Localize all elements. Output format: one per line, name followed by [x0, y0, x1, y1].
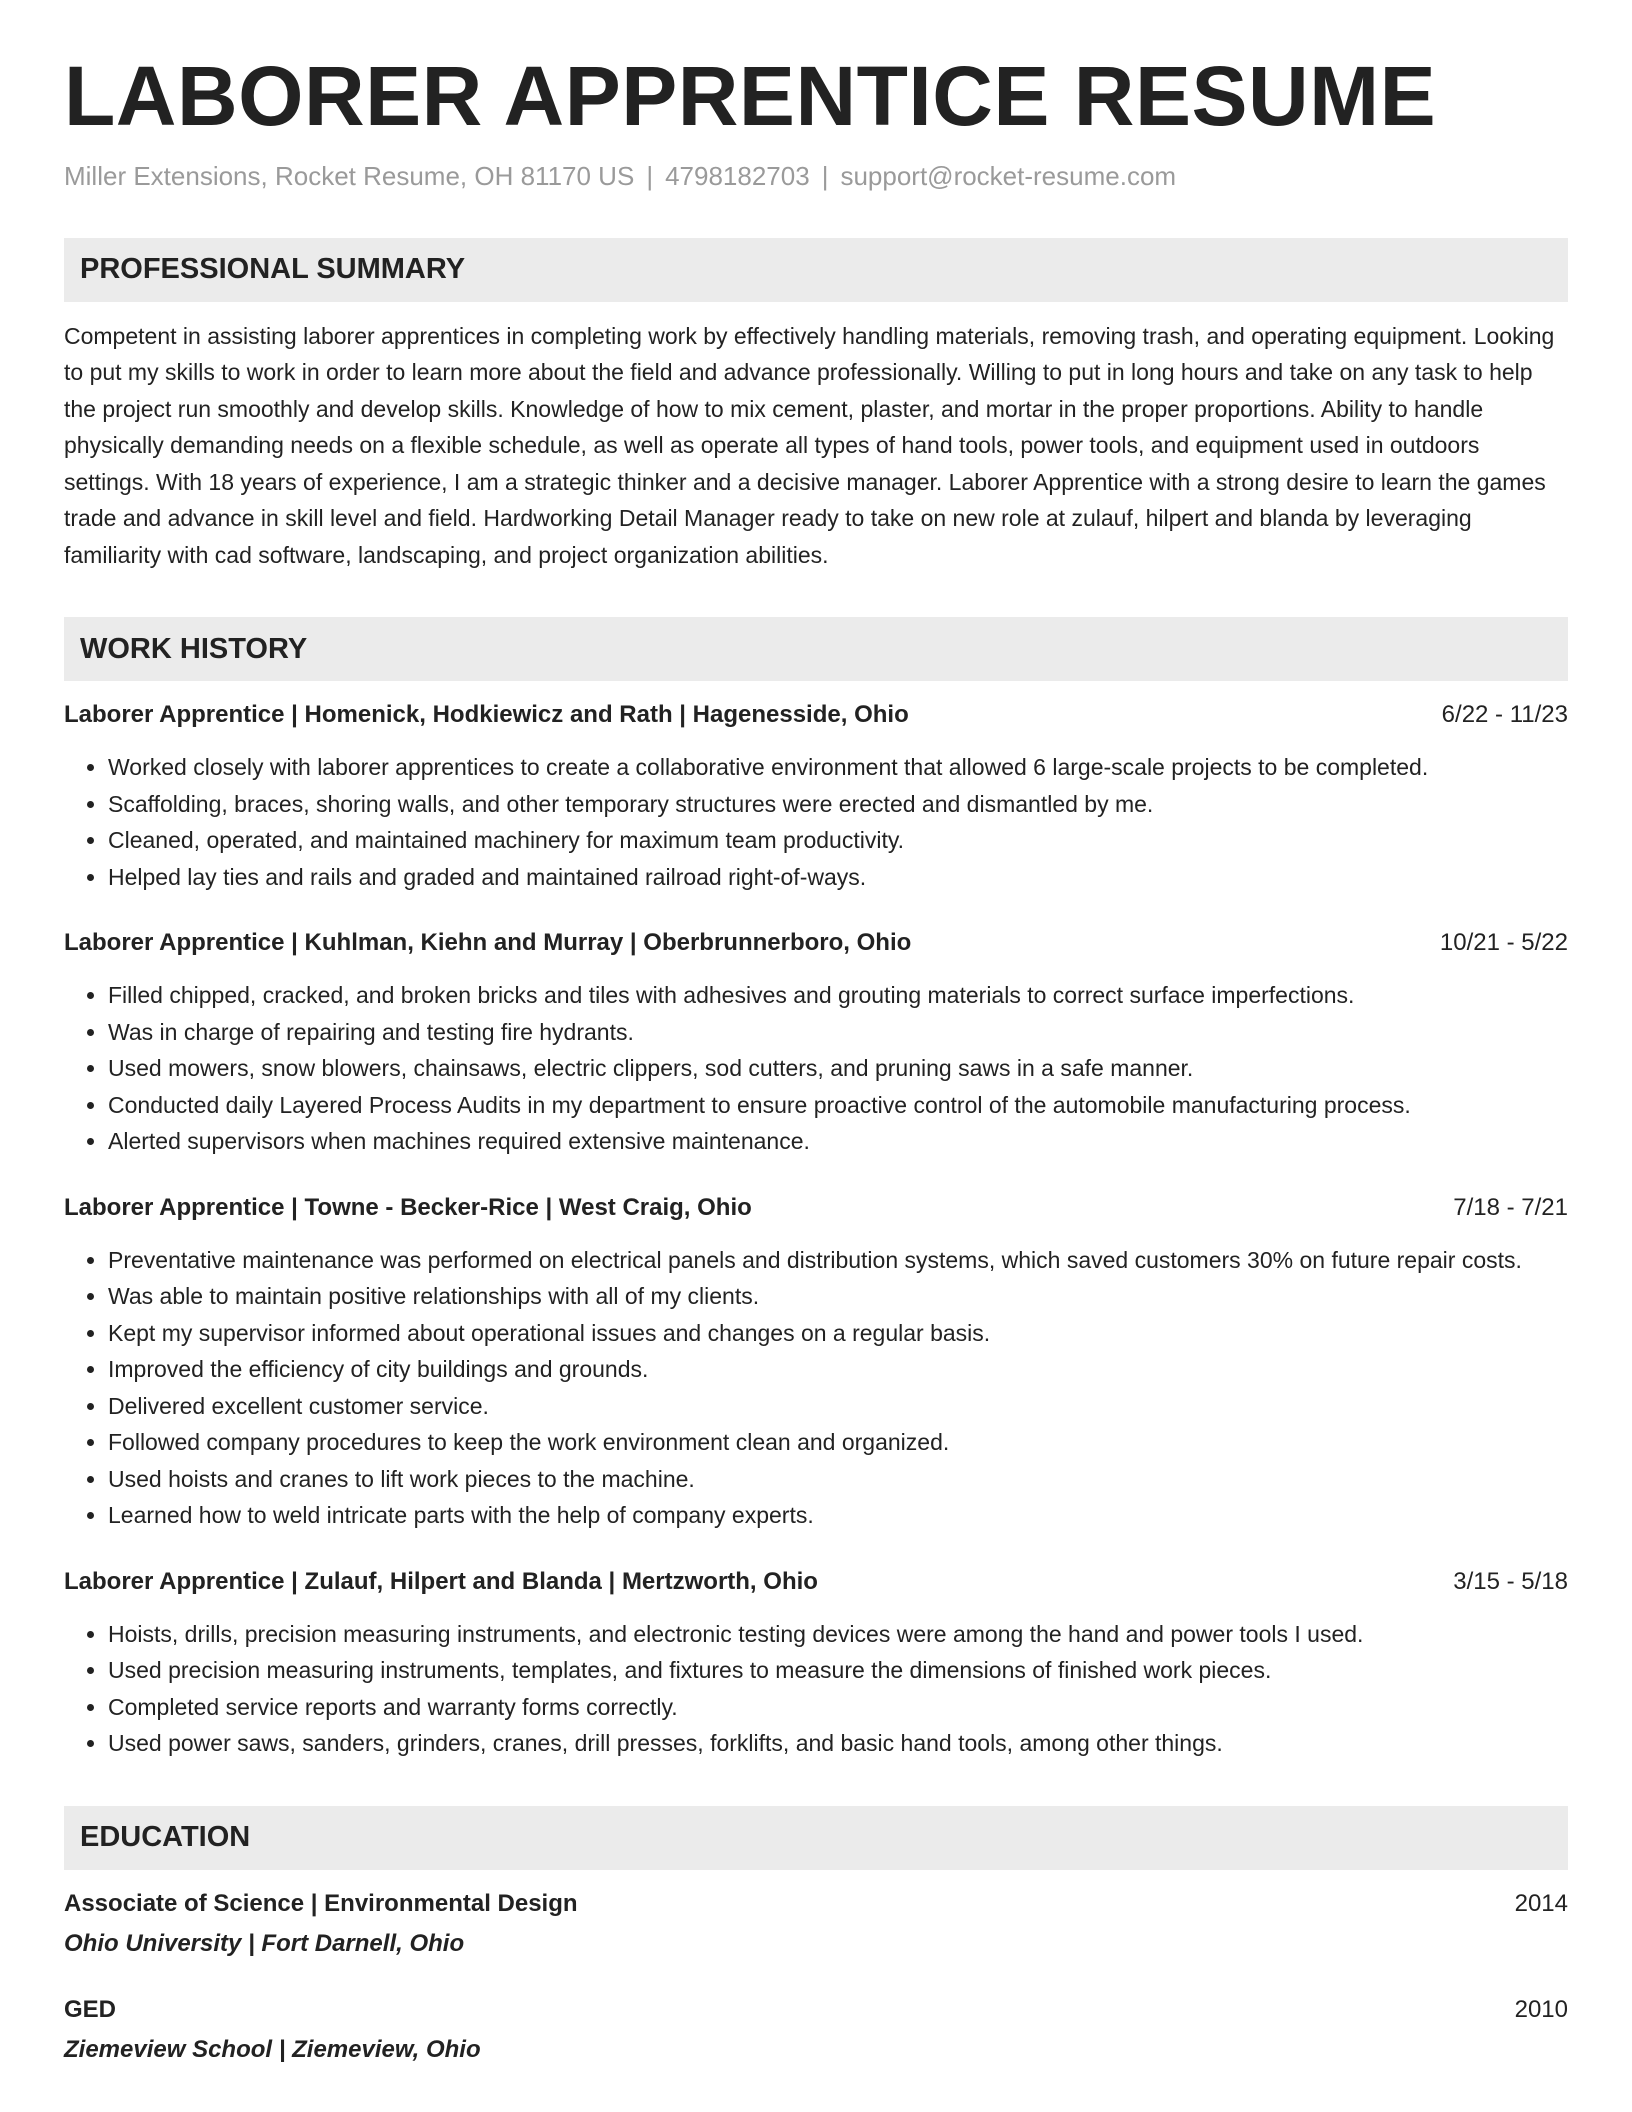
- contact-line: [64, 160, 1568, 194]
- job-dates: 6/22 - 11/23: [1441, 701, 1568, 729]
- job-title: Laborer Apprentice | Towne - Becker-Rice | West Craig, Ohio: [64, 1193, 752, 1221]
- job-header: [64, 927, 1568, 959]
- job-bullet: • Cleaned, operated, and maintained machinery for maximum team productivity.: [108, 822, 1568, 859]
- job-title: Laborer Apprentice | Homenick, Hodkiewicz and Rath | Hagenesside, Ohio: [64, 701, 909, 729]
- job-bullet: • Used hoists and cranes to lift work pieces to the machine.: [108, 1461, 1568, 1498]
- section-header-summary: PROFESSIONAL SUMMARY: [64, 238, 1568, 302]
- job-bullet-list: [64, 1616, 1568, 1762]
- job-bullet: • Conducted daily Layered Process Audits in my department to ensure proactive control of the automobile manufacturing process.: [108, 1087, 1568, 1124]
- contact-phone: 4798182703: [665, 161, 810, 192]
- education-header: [64, 1994, 1568, 2026]
- work-history-list: [64, 699, 1568, 1762]
- job-bullet-list: [64, 977, 1568, 1160]
- job-bullet: • Used power saws, sanders, grinders, cranes, drill presses, forklifts, and basic hand tools, among other things.: [108, 1725, 1568, 1762]
- contact-email: support@rocket-resume.com: [840, 161, 1177, 192]
- job-bullet-list: [64, 749, 1568, 895]
- job-entry: [64, 927, 1568, 1160]
- job-bullet: • Learned how to weld intricate parts with the help of company experts.: [108, 1497, 1568, 1534]
- education-entry: [64, 1994, 1568, 2066]
- job-bullet: • Helped lay ties and rails and graded and maintained railroad right-of-ways.: [108, 859, 1568, 896]
- summary-text: Competent in assisting laborer apprentices in completing work by effectively handling materials, removing trash, and operating equipment. Looking to put my skills to work in order to learn more about the field and advance professionally. Willing to put in long hours and take on any task to help the project run smoothly and develop skills. Knowledge of how to mix cement, plaster, and mortar in the proper proportions. Ability to handle physically demanding needs on a flexible schedule, as well as operate all types of hand tools, power tools, and equipment used in outdoors settings. With 18 years of experience, I am a strategic thinker and a decisive manager. Laborer Apprentice with a strong desire to learn the games trade and advance in skill level and field. Hardworking Detail Manager ready to take on new role at zulauf, hilpert and blanda by leveraging familiarity with cad software, landscaping, and project organization abilities.: [64, 322, 1555, 568]
- job-title: Laborer Apprentice | Zulauf, Hilpert and Blanda | Mertzworth, Ohio: [64, 1567, 818, 1595]
- job-entry: [64, 1192, 1568, 1534]
- job-entry: [64, 1566, 1568, 1762]
- job-dates: 3/15 - 5/18: [1453, 1567, 1568, 1595]
- job-bullet: • Hoists, drills, precision measuring instruments, and electronic testing devices were among the hand and power tools I used.: [108, 1616, 1568, 1653]
- job-dates: 10/21 - 5/22: [1439, 929, 1568, 957]
- job-header: [64, 1566, 1568, 1598]
- job-title: Laborer Apprentice | Kuhlman, Kiehn and Murray | Oberbrunnerboro, Ohio: [64, 929, 912, 957]
- contact-separator: |: [646, 161, 654, 192]
- job-bullet: • Used precision measuring instruments, templates, and fixtures to measure the dimensions of finished work pieces.: [108, 1652, 1568, 1689]
- education-year: 2010: [1514, 1995, 1568, 2023]
- job-bullet-list: [64, 1242, 1568, 1534]
- section-header-education: EDUCATION: [64, 1806, 1568, 1870]
- job-bullet: • Scaffolding, braces, shoring walls, and other temporary structures were erected and dismantled by me.: [108, 786, 1568, 823]
- job-bullet: • Used mowers, snow blowers, chainsaws, electric clippers, sod cutters, and pruning saws in a safe manner.: [108, 1050, 1568, 1087]
- job-bullet: • Worked closely with laborer apprentices to create a collaborative environment that allowed 6 large-scale projects to be completed.: [108, 749, 1568, 786]
- job-bullet: • Preventative maintenance was performed on electrical panels and distribution systems, which saved customers 30% on future repair costs.: [108, 1242, 1568, 1279]
- job-header: [64, 699, 1568, 731]
- job-bullet: • Filled chipped, cracked, and broken bricks and tiles with adhesives and grouting materials to correct surface imperfections.: [108, 977, 1568, 1014]
- job-bullet: • Was able to maintain positive relationships with all of my clients.: [108, 1278, 1568, 1315]
- job-header: [64, 1192, 1568, 1224]
- job-bullet: • Followed company procedures to keep the work environment clean and organized.: [108, 1424, 1568, 1461]
- job-bullet: • Delivered excellent customer service.: [108, 1388, 1568, 1425]
- job-bullet: • Kept my supervisor informed about operational issues and changes on a regular basis.: [108, 1315, 1568, 1352]
- section-header-work-history: WORK HISTORY: [64, 617, 1568, 681]
- job-dates: 7/18 - 7/21: [1453, 1193, 1568, 1221]
- education-year: 2014: [1514, 1889, 1568, 1917]
- education-degree: GED: [64, 1995, 117, 2023]
- education-list: [64, 1888, 1568, 2066]
- contact-separator: |: [821, 161, 829, 192]
- education-header: [64, 1888, 1568, 1920]
- job-entry: [64, 699, 1568, 895]
- education-entry: [64, 1888, 1568, 1960]
- education-degree: Associate of Science | Environmental Design: [64, 1889, 578, 1917]
- job-bullet: • Was in charge of repairing and testing fire hydrants.: [108, 1014, 1568, 1051]
- education-school: Ohio University | Fort Darnell, Ohio: [64, 1929, 465, 1957]
- job-bullet: • Completed service reports and warranty forms correctly.: [108, 1689, 1568, 1726]
- contact-address: Miller Extensions, Rocket Resume, OH 81170 US: [64, 161, 635, 192]
- education-school: Ziemeview School | Ziemeview, Ohio: [64, 2035, 481, 2063]
- job-bullet: • Improved the efficiency of city buildings and grounds.: [108, 1351, 1568, 1388]
- job-bullet: • Alerted supervisors when machines required extensive maintenance.: [108, 1123, 1568, 1160]
- resume-title: LABORER APPRENTICE RESUME: [64, 49, 1437, 143]
